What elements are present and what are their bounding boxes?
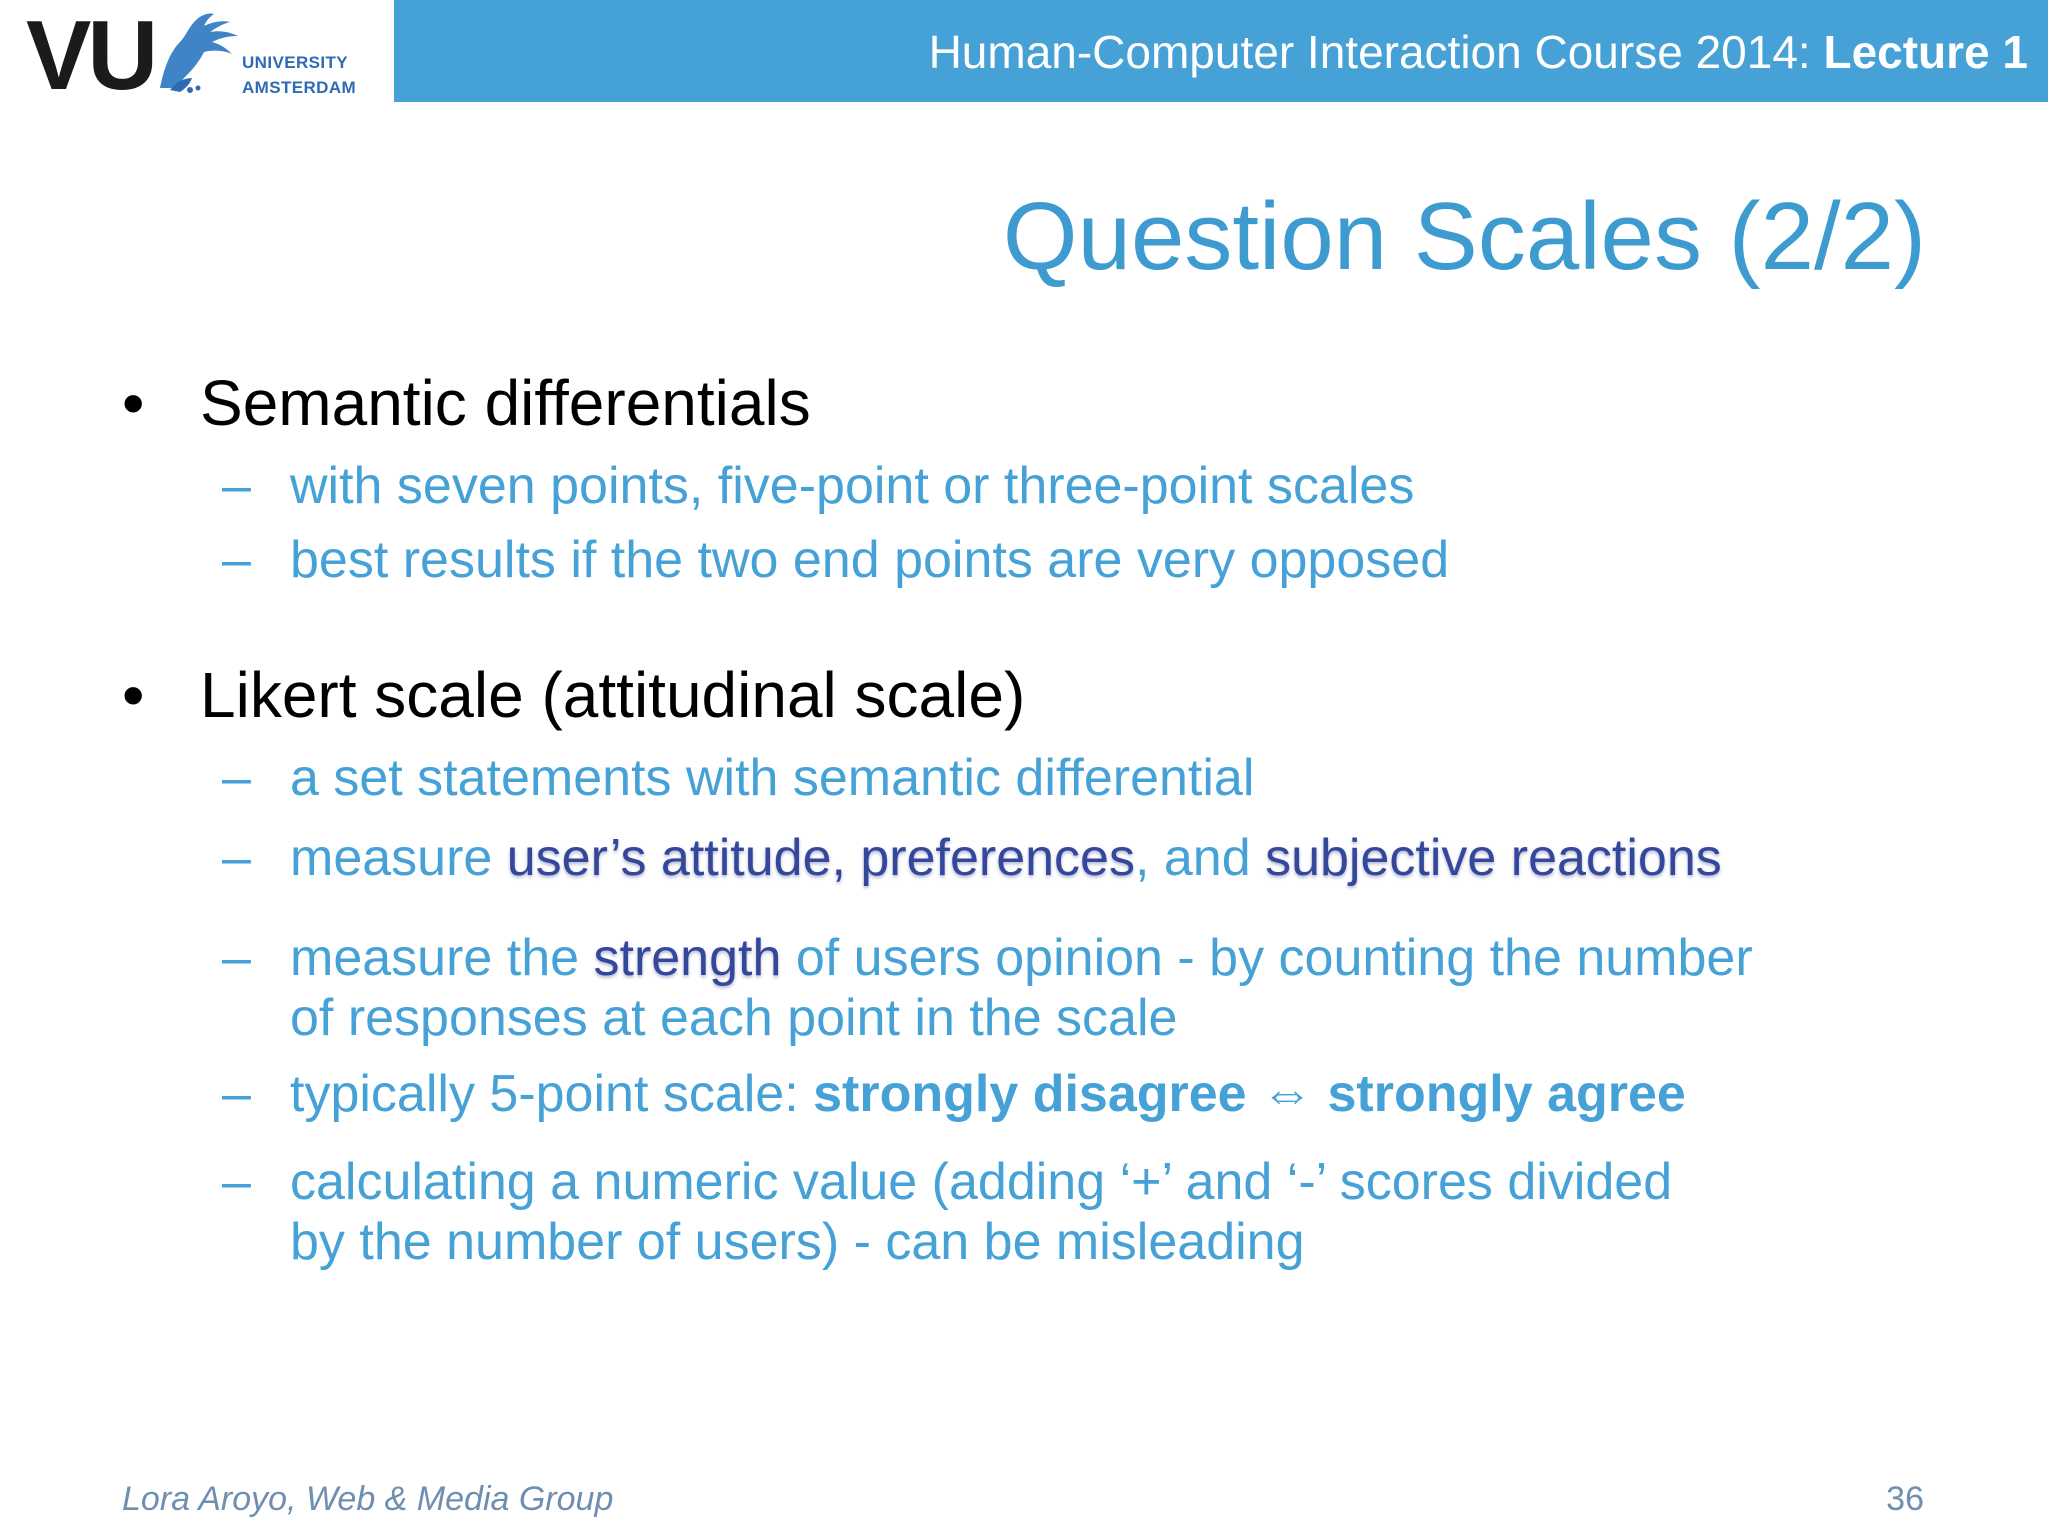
bullet-marker: • [122,659,145,731]
sub-bullet-line [290,928,1753,988]
plain-text: of users opinion - by counting the number [781,929,1753,987]
plain-text: measure [290,829,507,887]
footer-author: Lora Aroyo, Web & Media Group [122,1480,614,1518]
dash-marker: – [222,1153,251,1211]
bold-text: strongly disagree [813,1065,1247,1123]
sub-bullet-line: of responses at each point in the scale [290,989,1178,1047]
course-title-text: Human-Computer Interaction Course 2014: [928,26,1824,78]
bullet-marker: • [122,367,145,439]
dash-marker: – [222,829,251,887]
bullet-text: Likert scale (attitudinal scale) [200,659,1026,731]
plain-text: , and [1134,829,1266,887]
double-arrow-icon: ⇔ [1246,1065,1328,1123]
sub-bullet-line: by the number of users) - can be misleading [290,1213,1305,1271]
logo-university-line: UNIVERSITY [242,53,349,72]
highlighted-text: strength [593,929,782,987]
sub-bullet-text [290,1064,1686,1124]
logo-vu-text: VU [26,0,155,110]
sub-bullet-text [290,1152,1672,1272]
plain-text: typically 5-point scale: [290,1065,814,1123]
page-number: 36 [1886,1480,1924,1518]
highlighted-text: subjective reactions [1265,829,1722,887]
sub-bullet-text: best results if the two end points are very opposed [290,531,1450,589]
bullet-text: Semantic differentials [200,367,811,439]
sub-bullet-line: calculating a numeric value (adding ‘+’ and ‘-’ scores divided [290,1153,1673,1211]
sub-bullet-text [290,828,1722,888]
sub-bullet-text: with seven points, five-point or three-point scales [290,457,1415,515]
logo-city-line: AMSTERDAM [242,78,357,97]
bold-text: strongly agree [1327,1065,1686,1123]
dash-marker: – [222,1065,251,1123]
highlighted-text: user’s attitude, preferences [506,829,1135,887]
lecture-label: Lecture 1 [1823,26,2028,78]
dash-marker: – [222,531,251,589]
slide-title: Question Scales (2/2) [1002,183,1926,290]
sub-bullet-text: a set statements with semantic differential [290,749,1255,807]
dash-marker: – [222,929,251,987]
plain-text: measure the [290,929,594,987]
dash-marker: – [222,749,251,807]
dash-marker: – [222,457,251,515]
sub-bullet-text [290,928,1753,1048]
